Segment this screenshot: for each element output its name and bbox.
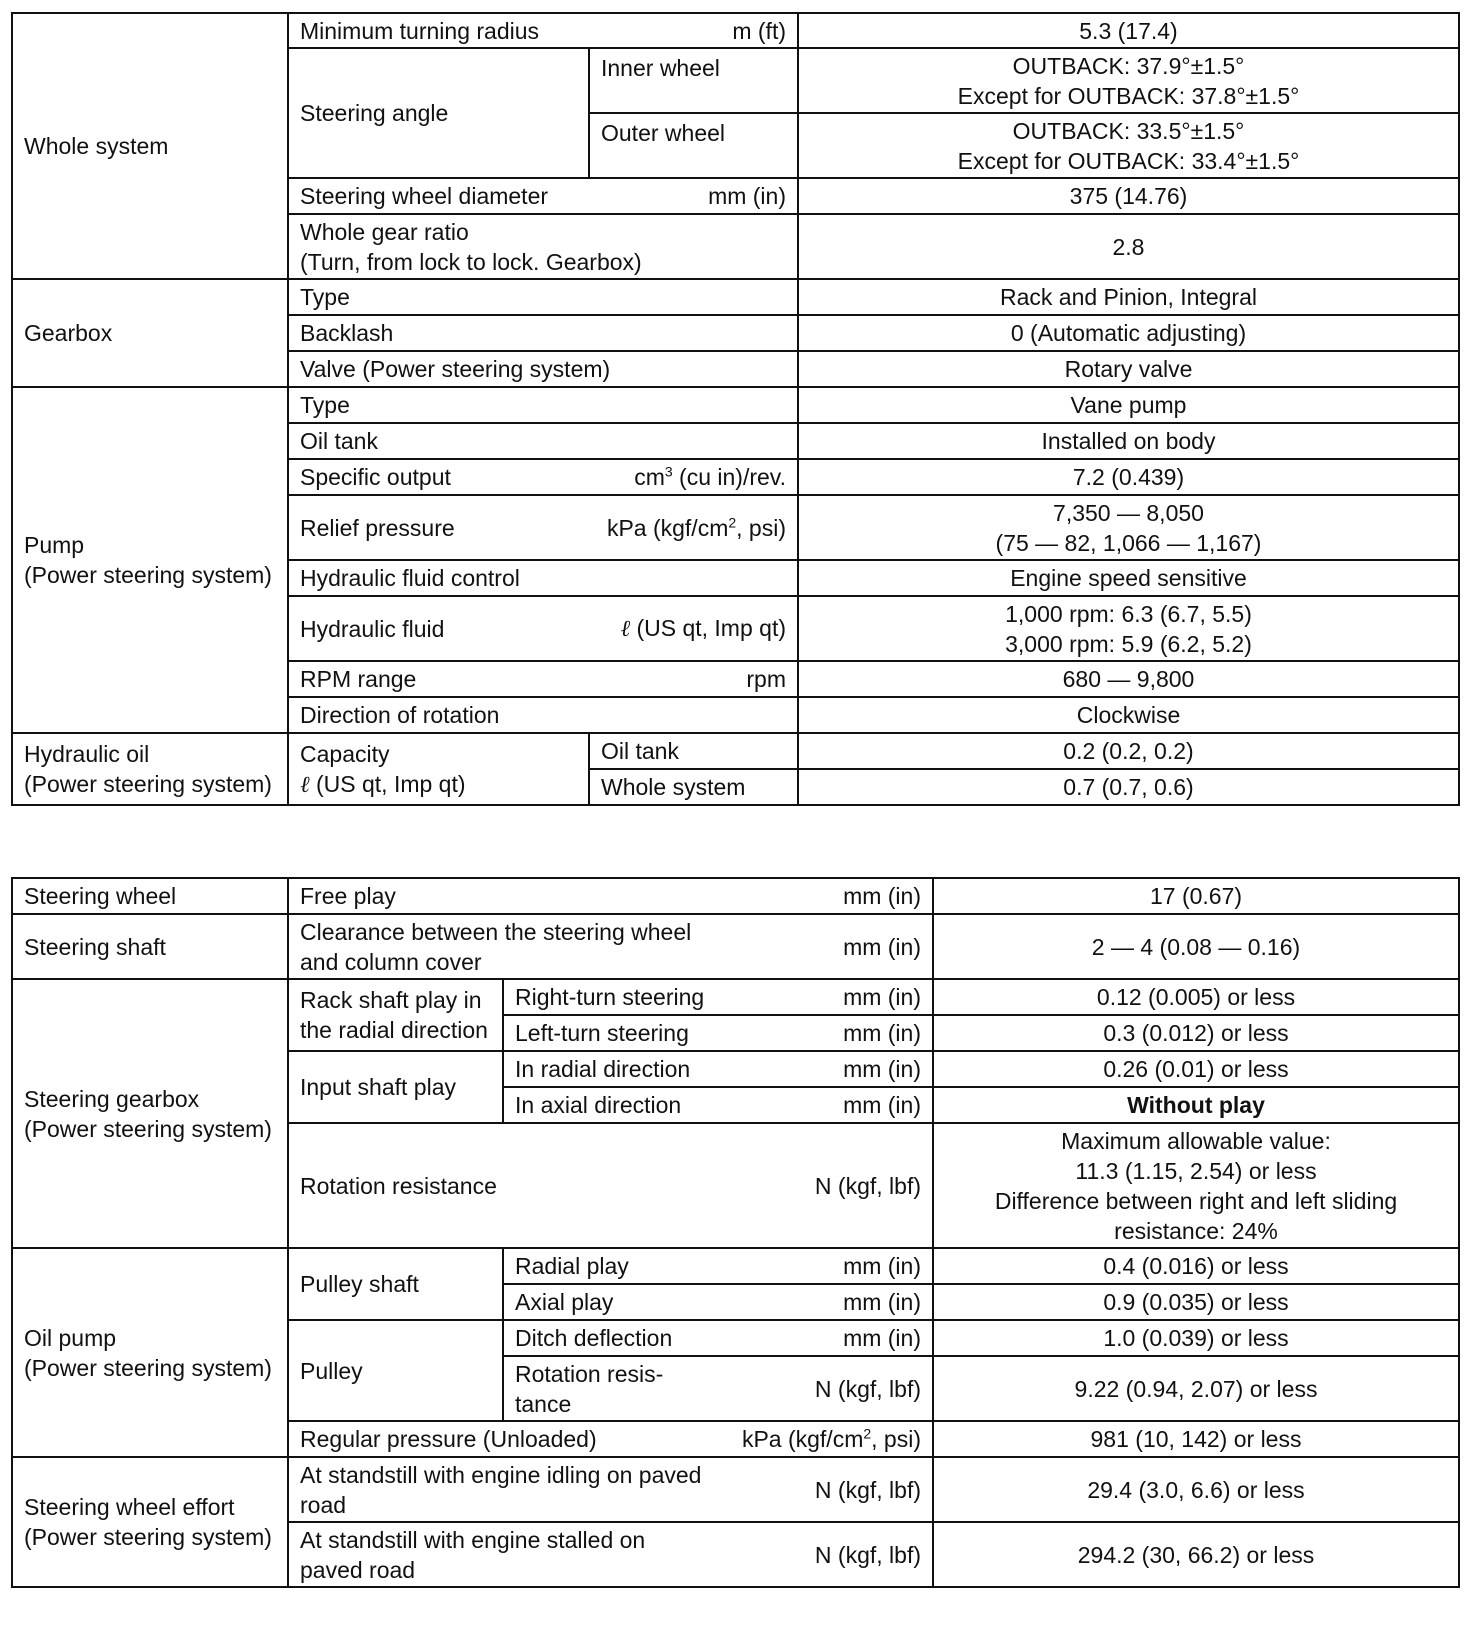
pulley-label: Pulley — [288, 1320, 503, 1421]
wheel-diameter-label: Steering wheel diameter mm (in) — [288, 178, 798, 214]
pump-type-label: Type — [288, 387, 798, 423]
left-turn-value: 0.3 (0.012) or less — [933, 1015, 1459, 1051]
pulley-shaft-label: Pulley shaft — [288, 1248, 503, 1320]
shaft-clearance-value: 2 — 4 (0.08 — 0.16) — [933, 914, 1459, 979]
oil-pump-header: Oil pump (Power steering system) — [12, 1248, 288, 1457]
capacity-whole-value: 0.7 (0.7, 0.6) — [798, 769, 1459, 805]
stalled-value: 294.2 (30, 66.2) or less — [933, 1522, 1459, 1587]
right-turn-label: Right-turn steering mm (in) — [503, 979, 933, 1015]
input-shaft-play-label: Input shaft play — [288, 1051, 503, 1123]
free-play-label: Free play mm (in) — [288, 878, 933, 914]
axial-play-value: 0.9 (0.035) or less — [933, 1284, 1459, 1320]
pulley-rotation-value: 9.22 (0.94, 2.07) or less — [933, 1356, 1459, 1421]
capacity-label: Capacity ℓ (US qt, Imp qt) — [288, 733, 589, 805]
gearbox-header: Gearbox — [12, 279, 288, 387]
right-turn-value: 0.12 (0.005) or less — [933, 979, 1459, 1015]
steering-angle-label: Steering angle — [288, 48, 589, 178]
specific-output-value: 7.2 (0.439) — [798, 459, 1459, 495]
capacity-oil-tank-label: Oil tank — [589, 733, 798, 769]
radial-direction-label: In radial direction mm (in) — [503, 1051, 933, 1087]
pump-type-value: Vane pump — [798, 387, 1459, 423]
rotation-direction-label: Direction of rotation — [288, 697, 798, 733]
whole-system-header: Whole system — [12, 13, 288, 279]
steering-gearbox-header: Steering gearbox (Power steering system) — [12, 979, 288, 1248]
radial-direction-value: 0.26 (0.01) or less — [933, 1051, 1459, 1087]
inner-wheel-label: Inner wheel — [589, 48, 798, 113]
steering-wheel-header: Steering wheel — [12, 878, 288, 914]
capacity-whole-label: Whole system — [589, 769, 798, 805]
relief-pressure-value: 7,350 — 8,050 (75 — 82, 1,066 — 1,167) — [798, 495, 1459, 560]
oil-tank-value: Installed on body — [798, 423, 1459, 459]
rotation-resistance-value: Maximum allowable value: 11.3 (1.15, 2.54) or less Difference between right and left sliding resistance: 24% — [933, 1123, 1459, 1248]
hydraulic-oil-header: Hydraulic oil (Power steering system) — [12, 733, 288, 805]
fluid-control-value: Engine speed sensitive — [798, 560, 1459, 596]
axial-play-label: Axial play mm (in) — [503, 1284, 933, 1320]
radial-play-label: Radial play mm (in) — [503, 1248, 933, 1284]
hydraulic-fluid-value: 1,000 rpm: 6.3 (6.7, 5.5) 3,000 rpm: 5.9 (6.2, 5.2) — [798, 596, 1459, 661]
fluid-control-label: Hydraulic fluid control — [288, 560, 798, 596]
stalled-label: At standstill with engine stalled on paved road N (kgf, lbf) — [288, 1522, 933, 1587]
rack-play-label: Rack shaft play in the radial direction — [288, 979, 503, 1051]
ditch-deflection-value: 1.0 (0.039) or less — [933, 1320, 1459, 1356]
gearbox-backlash-label: Backlash — [288, 315, 798, 351]
radial-play-value: 0.4 (0.016) or less — [933, 1248, 1459, 1284]
steering-spec-table-1 — [11, 12, 1460, 806]
regular-pressure-label: Regular pressure (Unloaded) kPa ($kgf/cm^2$, psi) — [288, 1421, 933, 1457]
free-play-value: 17 (0.67) — [933, 878, 1459, 914]
wheel-effort-header: Steering wheel effort (Power steering system) — [12, 1457, 288, 1587]
capacity-oil-tank-value: 0.2 (0.2, 0.2) — [798, 733, 1459, 769]
outer-wheel-value: OUTBACK: 33.5°±1.5° Except for OUTBACK: 33.4°±1.5° — [798, 113, 1459, 178]
axial-direction-value: Without play — [933, 1087, 1459, 1123]
steering-spec-table-2 — [11, 877, 1460, 1588]
rpm-range-label: RPM range rpm — [288, 661, 798, 697]
gearbox-type-label: Type — [288, 279, 798, 315]
rpm-range-value: 680 — 9,800 — [798, 661, 1459, 697]
specific-output-label: Specific output $cm^3$ (cu in)/rev. — [288, 459, 798, 495]
inner-wheel-value: OUTBACK: 37.9°±1.5° Except for OUTBACK: 37.8°±1.5° — [798, 48, 1459, 113]
min-turning-radius-label: Minimum turning radius m (ft) — [288, 13, 798, 48]
shaft-clearance-label: Clearance between the steering wheel and column cover mm (in) — [288, 914, 933, 979]
oil-tank-label: Oil tank — [288, 423, 798, 459]
pulley-rotation-label: Rotation resis- tance N (kgf, lbf) — [503, 1356, 933, 1421]
axial-direction-label: In axial direction mm (in) — [503, 1087, 933, 1123]
pump-header: Pump (Power steering system) — [12, 387, 288, 733]
hydraulic-fluid-label: Hydraulic fluid ℓ (US qt, Imp qt) — [288, 596, 798, 661]
gearbox-backlash-value: 0 (Automatic adjusting) — [798, 315, 1459, 351]
wheel-diameter-value: 375 (14.76) — [798, 178, 1459, 214]
gear-ratio-label: Whole gear ratio (Turn, from lock to lock. Gearbox) — [288, 214, 798, 279]
left-turn-label: Left-turn steering mm (in) — [503, 1015, 933, 1051]
gearbox-type-value: Rack and Pinion, Integral — [798, 279, 1459, 315]
steering-shaft-header: Steering shaft — [12, 914, 288, 979]
regular-pressure-value: 981 (10, 142) or less — [933, 1421, 1459, 1457]
gearbox-valve-label: Valve (Power steering system) — [288, 351, 798, 387]
relief-pressure-label: Relief pressure kPa ($kgf/cm^2$, psi) — [288, 495, 798, 560]
ditch-deflection-label: Ditch deflection mm (in) — [503, 1320, 933, 1356]
idling-label: At standstill with engine idling on paved road N (kgf, lbf) — [288, 1457, 933, 1522]
idling-value: 29.4 (3.0, 6.6) or less — [933, 1457, 1459, 1522]
outer-wheel-label: Outer wheel — [589, 113, 798, 178]
rotation-resistance-label: Rotation resistance N (kgf, lbf) — [288, 1123, 933, 1248]
gearbox-valve-value: Rotary valve — [798, 351, 1459, 387]
gear-ratio-value: 2.8 — [798, 214, 1459, 279]
rotation-direction-value: Clockwise — [798, 697, 1459, 733]
min-turning-radius-value: 5.3 (17.4) — [798, 13, 1459, 48]
